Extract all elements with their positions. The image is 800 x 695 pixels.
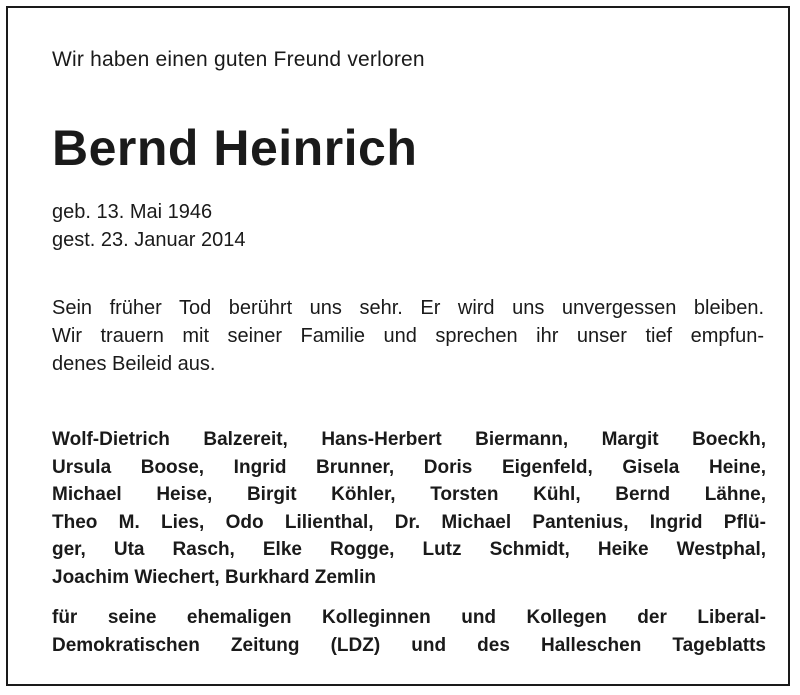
message-line: Wir trauern mit seiner Familie und sprechen ihr unser tief empfun- [52, 325, 764, 347]
mourners-line: ger, Uta Rasch, Elke Rogge, Lutz Schmidt, Heike Westphal, [52, 539, 766, 560]
birth-date: geb. 13. Mai 1946 [52, 201, 213, 223]
message-line: Sein früher Tod berührt uns sehr. Er wird uns unvergessen bleiben. [52, 297, 764, 319]
signature-line: Demokratischen Zeitung (LDZ) und des Halleschen Tageblatts [52, 634, 766, 656]
mourners-line: Theo M. Lies, Odo Lilienthal, Dr. Michael Pantenius, Ingrid Pflü- [52, 511, 766, 533]
mourners-list [52, 426, 766, 591]
condolence-message [52, 294, 764, 378]
life-dates [52, 198, 245, 254]
mourners-line: Ursula Boose, Ingrid Brunner, Doris Eigenfeld, Gisela Heine, [52, 456, 766, 478]
signature-line: für seine ehemaligen Kolleginnen und Kollegen der Liberal- [52, 607, 766, 628]
obituary-frame [6, 6, 790, 686]
intro-text: Wir haben einen guten Freund verloren [52, 48, 425, 71]
mourners-line: Wolf-Dietrich Balzereit, Hans-Herbert Biermann, Margit Boeckh, [52, 429, 766, 450]
deceased-name: Bernd Heinrich [52, 120, 418, 176]
message-line: denes Beileid aus. [52, 353, 216, 375]
mourners-line: Michael Heise, Birgit Köhler, Torsten Kühl, Bernd Lähne, [52, 484, 766, 505]
signature-text [52, 604, 766, 659]
death-date: gest. 23. Januar 2014 [52, 229, 246, 251]
mourners-line: Joachim Wiechert, Burkhard Zemlin [52, 566, 376, 588]
